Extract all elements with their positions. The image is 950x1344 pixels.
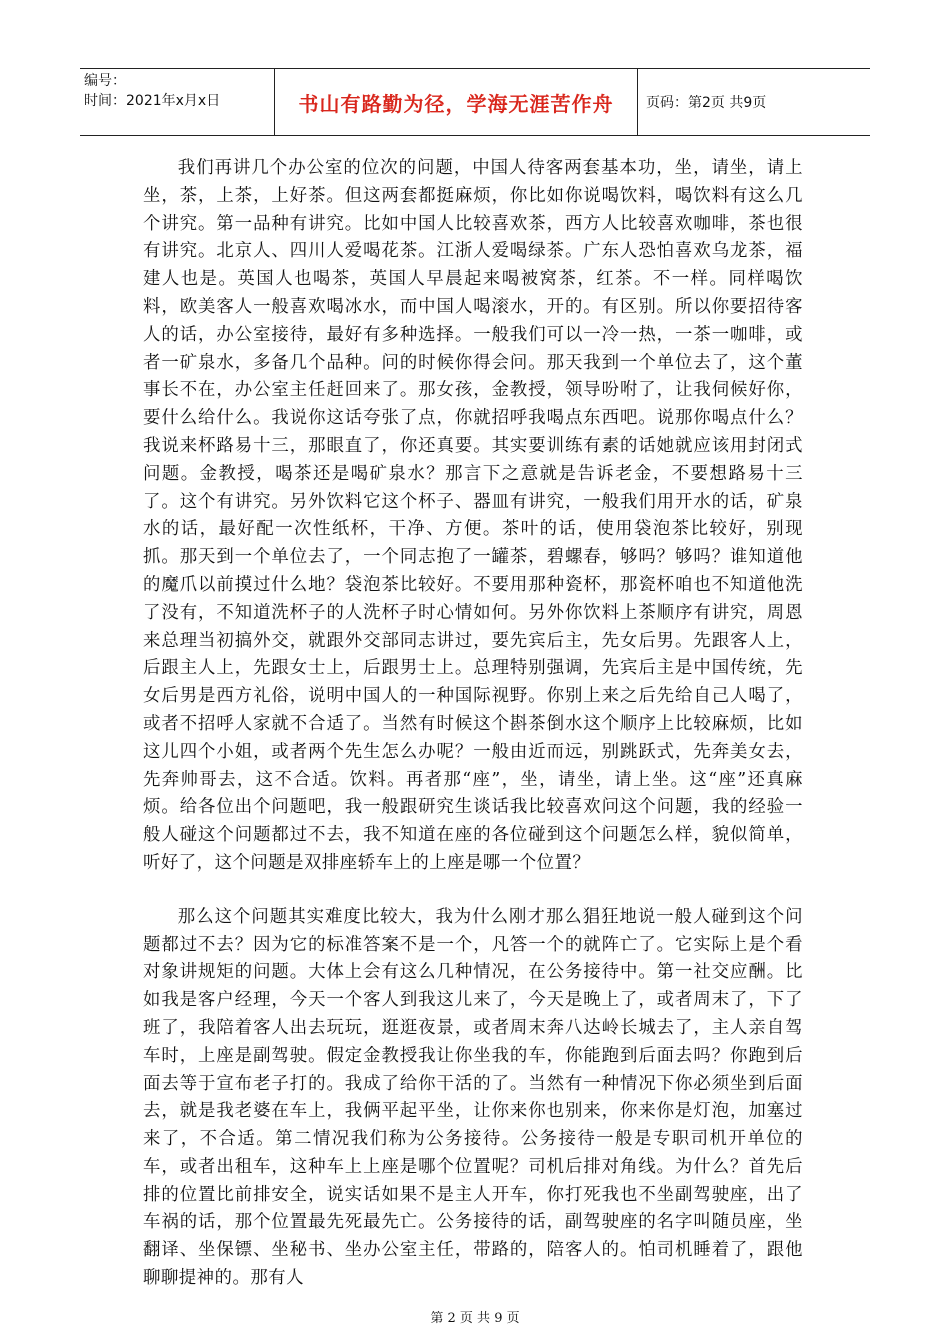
header-page-label: 页码：第2页 共9页 — [646, 95, 767, 111]
body-paragraph: 那么这个问题其实难度比较大，我为什么刚才那么猖狂地说一般人碰到这个问题都过不去？因为它的标准答案不是一个，凡答一个的就阵亡了。它实际上是个看对象讲规矩的问题。大体上会有这么几种情况，在公务接待中。第一社交应酬。比如我是客户经理，今天一个客人到我这儿来了，今天是晚上了，或者周末了，下了班了，我陪着客人出去玩玩，逛逛夜景，或者周末奔八达岭长城去了，主人亲自驾车时，上座是副驾驶。假定金教授我让你坐我的车，你能跑到后面去吗？你跑到后面去等于宣布老子打的。我成了给你干活的了。当然有一种情况下你必须坐到后面去，就是我老婆在车上，我俩平起平坐，让你来你也别来，你来你是灯泡，加塞过来了，不合适。第二情况我们称为公务接待。公务接待一般是专职司机开单位的车，或者出租车，这种车上上座是哪个位置呢？司机后排对角线。为什么？首先后排的位置比前排安全，说实话如果不是主人开车，你打死我也不坐副驾驶座，出了车祸的话，那个位置最先死最先亡。公务接待的话，副驾驶座的名字叫随员座，坐翻译、坐保镖、坐秘书、坐办公室主任，带路的，陪客人的。怕司机睡着了，跟他聊聊提神的。那有人 — [143, 906, 803, 1289]
header-motto-cell — [275, 69, 638, 135]
header-meta-cell — [80, 69, 275, 135]
body-paragraph: 我们再讲几个办公室的位次的问题，中国人待客两套基本功，坐，请坐，请上坐，茶，上茶，上好茶。但这两套都挺麻烦，你比如你说喝饮料，喝饮料有这么几个讲究。第一品种有讲究。比如中国人比较喜欢茶，西方人比较喜欢咖啡，茶也很有讲究。北京人、四川人爱喝花茶。江浙人爱喝绿茶。广东人恐怕喜欢乌龙茶，福建人也是。英国人也喝茶，英国人早晨起来喝被窝茶，红茶。不一样。同样喝饮料，欧美客人一般喜欢喝冰水，而中国人喝滚水，开的。有区别。所以你要招待客人的话，办公室接待，最好有多种选择。一般我们可以一冷一热，一茶一咖啡，或者一矿泉水，多备几个品种。问的时候你得会问。那天我到一个单位去了，这个董事长不在，办公室主任赶回来了。那女孩，金教授，领导吩咐了，让我伺候好你，要什么给什么。我说你这话夸张了点，你就招呼我喝点东西吧。说那你喝点什么？我说来杯路易十三，那眼直了，你还真要。其实要训练有素的话她就应该用封闭式问题。金教授，喝茶还是喝矿泉水？那言下之意就是告诉老金，不要想路易十三了。这个有讲究。另外饮料它这个杯子、器皿有讲究，一般我们用开水的话，矿泉水的话，最好配一次性纸杯，干净、方便。茶叶的话，使用袋泡茶比较好，别现抓。那天到一个单位去了，一个同志抱了一罐茶，碧螺春，够吗？够吗？谁知道他的魔爪以前摸过什么地？袋泡茶比较好。不要用那种瓷杯，那瓷杯咱也不知道他洗了没有，不知道洗杯子的人洗杯子时心情如何。另外你饮料上茶顺序有讲究，周恩来总理当初搞外交，就跟外交部同志讲过，要先宾后主，先女后男。先跟客人上，后跟主人上，先跟女士上，后跟男士上。总理特别强调，先宾后主是中国传统，先女后男是西方礼俗，说明中国人的一种国际视野。你别上来之后先给自己人喝了，或者不招呼人家就不合适了。当然有时候这个斟茶倒水这个顺序上比较麻烦，比如这儿四个小姐，或者两个先生怎么办呢？一般由近而远，别跳跃式，先奔美女去，先奔帅哥去，这不合适。饮料。再者那“座”，坐，请坐，请上坐。这“座”还真麻烦。给各位出个问题吧，我一般跟研究生谈话我比较喜欢问这个问题，我的经验一般人碰这个问题都过不去，我不知道在座的各位碰到这个问题怎么样，貌似简单，听好了，这个问题是双排座轿车上的上座是哪一个位置？ — [143, 158, 803, 873]
document-body — [143, 155, 803, 1293]
page-footer: 第 2 页 共 9 页 — [430, 1311, 520, 1326]
document-number-label: 编号： — [84, 73, 126, 89]
header-motto: 书山有路勤为径，学海无涯苦作舟 — [298, 91, 614, 116]
page-header — [80, 68, 870, 136]
header-page-cell — [638, 69, 870, 135]
document-time-label: 时间：2021年x月x日 — [84, 93, 221, 109]
paragraph-gap — [143, 878, 803, 904]
